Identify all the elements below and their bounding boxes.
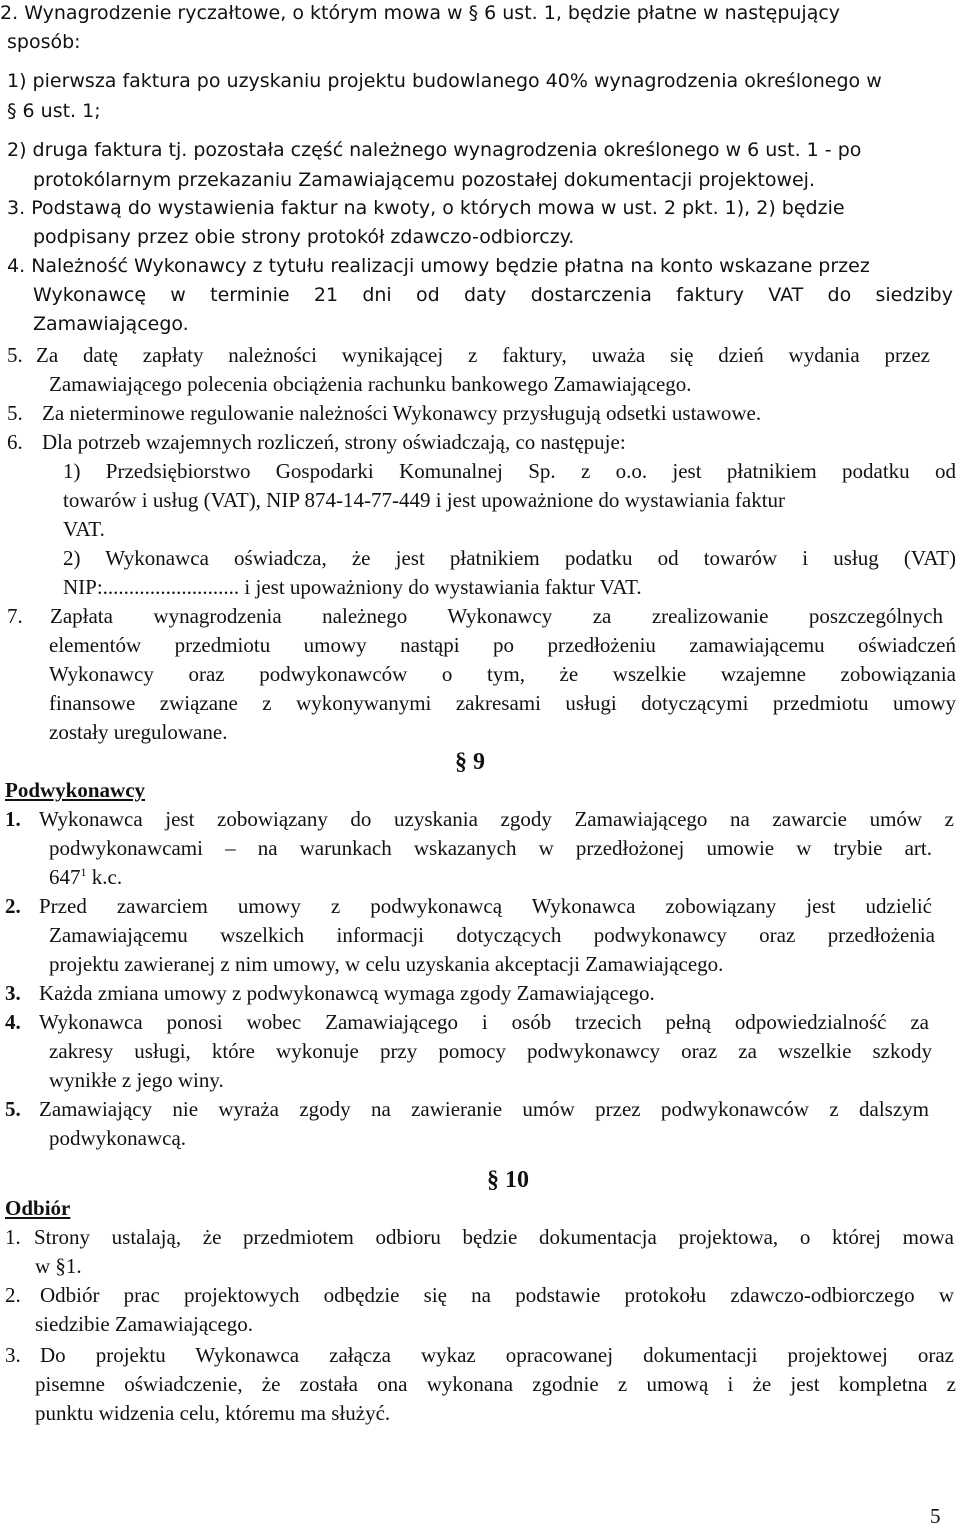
clause-number: 1. [5,807,21,831]
clause-number: 3. [5,1343,21,1367]
clause-line: podwykonawcami – na warunkach wskazanych w przedłożonej umowie w trybie art. [49,836,932,860]
clause-line: protokólarnym przekazaniu Zamawiającemu pozostałej dokumentacji projektowej. [33,169,815,191]
clause-line: NIP:.......................... i jest upoważniony do wystawiania faktur VAT. [63,575,642,599]
clause-line: wynikłe z jego winy. [49,1068,224,1092]
clause-number: 1. [5,1225,21,1249]
clause-number: 5. [7,401,23,425]
section-sign-10: § 10 [487,1167,529,1193]
clause-line [49,867,122,888]
clause-line: Za datę zapłaty należności wynikającej z faktury, uważa się dzień wydania przez [36,343,930,367]
clause-line: w §1. [35,1254,82,1278]
clause-line: 1) pierwsza faktura po uzyskaniu projektu budowlanego 40% wynagrodzenia określonego w [7,70,882,92]
clause-line: Strony ustalają, że przedmiotem odbioru będzie dokumentacja projektowa, o której mowa [34,1225,954,1249]
clause-number: 6. [7,430,23,454]
clause-line: Zamawiającemu wszelkich informacji dotyczących podwykonawcy oraz przedłożenia [49,923,935,947]
clause-line: Wykonawcę w terminie 21 dni od daty dostarczenia faktury VAT do siedziby [33,284,953,306]
clause-line: Wykonawca ponosi wobec Zamawiającego i osób trzecich pełną odpowiedzialność za [39,1010,929,1034]
clause-line: siedzibie Zamawiającego. [35,1312,254,1336]
clause-number: 2. [5,894,21,918]
clause-line: 2) Wykonawca oświadcza, że jest płatnikiem podatku od towarów i usług (VAT) [63,546,956,570]
clause-line: Wykonawca jest zobowiązany do uzyskania zgody Zamawiającego na zawarcie umów z [39,807,954,831]
clause-line: Zamawiającego polecenia obciążenia rachunku bankowego Zamawiającego. [49,372,692,396]
clause-line: Każda zmiana umowy z podwykonawcą wymaga zgody Zamawiającego. [39,981,655,1005]
clause-line: Przed zawarciem umowy z podwykonawcą Wykonawca zobowiązany jest udzielić [39,894,932,918]
page-number: 5 [930,1504,941,1528]
clause-line: § 6 ust. 1; [7,100,101,122]
clause-line: elementów przedmiotu umowy nastąpi po przedłożeniu zamawiającemu oświadczeń [49,633,956,657]
clause-line: projektu zawieranej z nim umowy, w celu uzyskania akceptacji Zamawiającego. [49,952,724,976]
article-suffix: k.c. [86,865,123,889]
clause-line: Zapłata wynagrodzenia należnego Wykonawcy za zrealizowanie poszczególnych [50,604,943,628]
clause-line: Należność Wykonawcy z tytułu realizacji umowy będzie płatna na konto wskazane przez [31,255,870,277]
clause-line: Wykonawcy oraz podwykonawców o tym, że wszelkie wzajemne zobowiązania [49,662,956,686]
section-heading-9: Podwykonawcy [5,778,146,802]
clause-line: Zamawiającego. [33,313,189,335]
article-number: 647 [49,865,81,889]
clause-number: 2. [0,2,19,24]
clause-number: 7. [7,604,23,628]
clause-line: punktu widzenia celu, któremu ma służyć. [35,1401,391,1425]
clause-line: Wynagrodzenie ryczałtowe, o którym mowa w § 6 ust. 1, będzie płatne w następujący [24,2,841,24]
clause-line: zostały uregulowane. [49,720,228,744]
clause-number: 3. [5,981,21,1005]
clause-line: 1) Przedsiębiorstwo Gospodarki Komunalnej Sp. z o.o. jest płatnikiem podatku od [63,459,956,483]
clause-line: zakresy usługi, które wykonuje przy pomocy podwykonawcy oraz za wszelkie szkody [49,1039,932,1063]
section-sign-9: § 9 [455,749,485,775]
clause-line: podpisany przez obie strony protokół zdawczo-odbiorczy. [33,226,575,248]
clause-line: Dla potrzeb wzajemnych rozliczeń, strony oświadczają, co następuje: [42,430,626,454]
section-heading-10: Odbiór [5,1196,71,1220]
clause-line: 2) druga faktura tj. pozostała część należnego wynagrodzenia określonego w 6 ust. 1 - po [7,139,862,161]
clause-line: pisemne oświadczenie, że została ona wykonana zgodnie z umową i że jest kompletna z [35,1372,956,1396]
clause-line: finansowe związane z wykonywanymi zakresami usługi dotyczącymi przedmiotu umowy [49,691,956,715]
clause-number: 4. [5,1010,21,1034]
clause-line: Podstawą do wystawienia faktur na kwoty, o których mowa w ust. 2 pkt. 1), 2) będzie [31,197,845,219]
clause-number: 5. [7,343,23,367]
clause-number: 4. [7,255,26,277]
clause-line: towarów i usług (VAT), NIP 874-14-77-449 i jest upoważnione do wystawiania faktur [63,488,786,512]
clause-line: VAT. [63,517,105,541]
clause-line: podwykonawcą. [49,1126,187,1150]
article-superscript: 1 [80,865,87,879]
clause-line: Zamawiający nie wyraża zgody na zawieranie umów przez podwykonawców z dalszym [39,1097,929,1121]
clause-number: 5. [5,1097,21,1121]
clause-line: Odbiór prac projektowych odbędzie się na podstawie protokołu zdawczo-odbiorczego w [40,1283,954,1307]
clause-line: sposób: [7,31,81,53]
clause-line: Za nieterminowe regulowanie należności Wykonawcy przysługują odsetki ustawowe. [42,401,762,425]
clause-number: 2. [5,1283,21,1307]
clause-line: Do projektu Wykonawca załącza wykaz opracowanej dokumentacji projektowej oraz [40,1343,954,1367]
clause-number: 3. [7,197,26,219]
